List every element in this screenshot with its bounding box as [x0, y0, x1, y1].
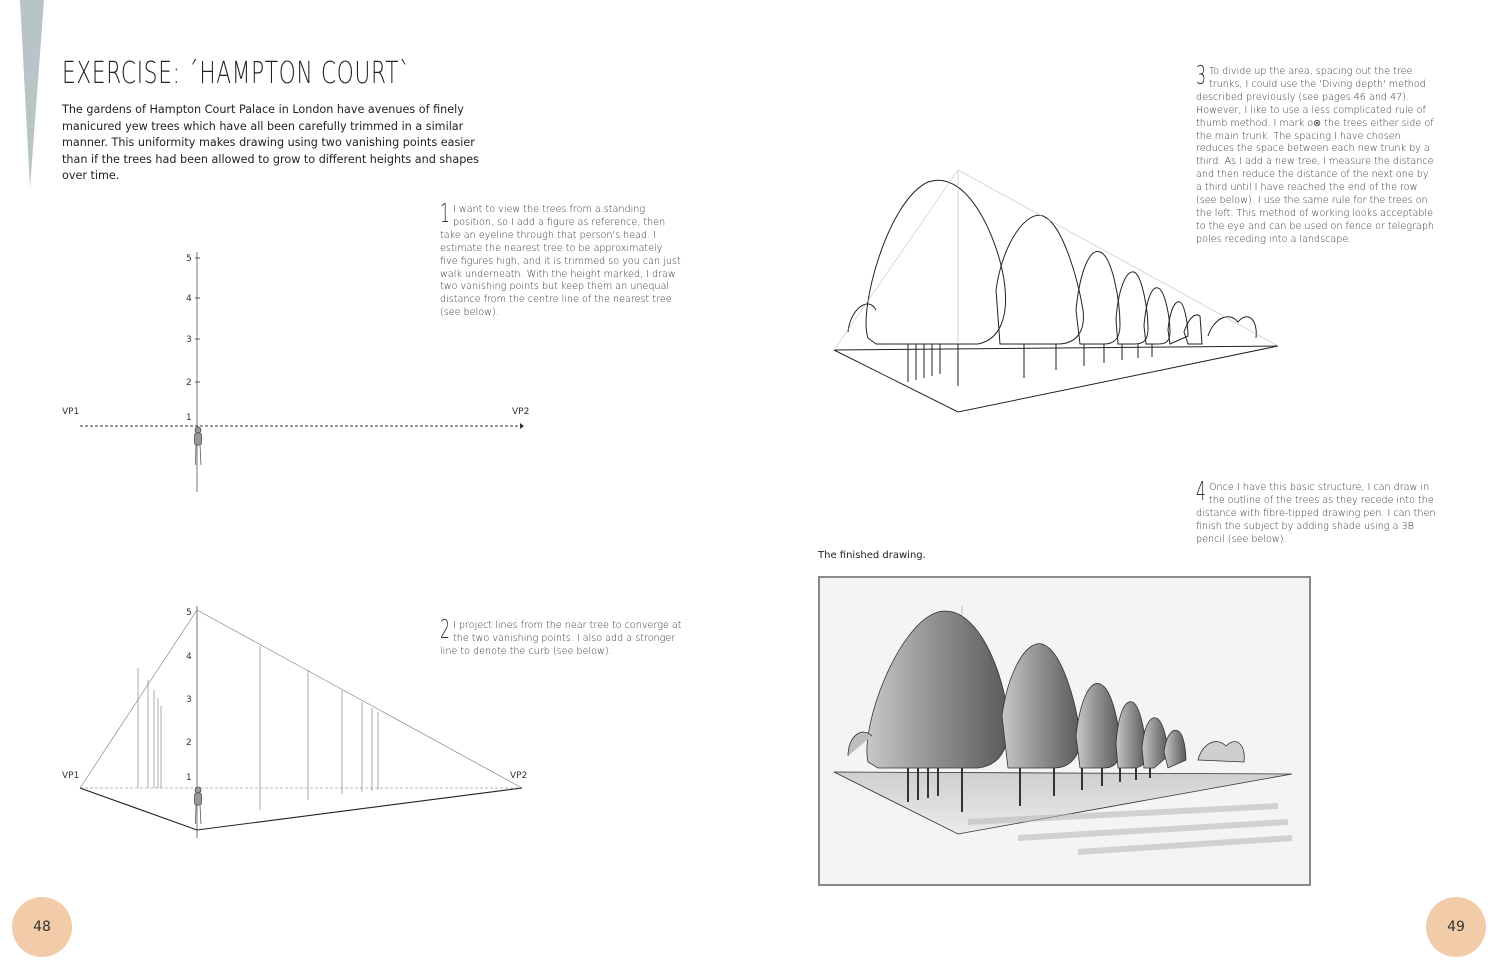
diagram-step-2 — [50, 598, 550, 848]
diagram-step-3 — [828, 160, 1288, 420]
step-number: 4 — [1196, 477, 1206, 507]
diagram-step-1 — [50, 240, 550, 500]
step-text: To divide up the area, spacing out the tree trunks, I could use the 'Diving depth' method described previously (see pages 46 and 47). However, I like to use a less complicated rule of thumb method. I mark o⊗ the trees either side of the main trunk. The spacing I have chosen reduces the space between each new trunk by a third. As I add a new tree, I measure the distance and then reduce the distance of the next one by a third until I have reached the end of the row (see below). I use the same rule for the trees on the left. This method of working looks acceptable to the eye and can be used on fence or telegraph poles receding into a landscape. — [1196, 66, 1434, 245]
figure-icon — [195, 787, 202, 824]
page-number-right: 49 — [1426, 897, 1486, 957]
decorative-side-bar — [18, 0, 46, 190]
step-text: I project lines from the near tree to converge at the two vanishing points. I also add a stronger line to denote the curb (see below). — [440, 620, 682, 657]
page-number-left: 48 — [12, 897, 72, 957]
scale-label-4: 4 — [186, 294, 192, 304]
vp1-label: VP1 — [62, 407, 80, 417]
scale-label-5: 5 — [186, 254, 192, 264]
page-title: EXERCISE: ´HAMPTON COURT` — [62, 56, 411, 91]
step-4 — [1196, 477, 1436, 547]
step-number: 2 — [440, 615, 450, 645]
vp2-label: VP2 — [510, 771, 528, 781]
step-text: Once I have this basic structure, I can draw in the outline of the trees as they recede into the distance with fibre-tipped drawing pen. I can then finish the subject by adding shade using a 3B pencil (see below). — [1196, 482, 1436, 545]
scale-label-3: 3 — [186, 335, 192, 345]
scale-label-1: 1 — [186, 413, 192, 423]
scale-label-2: 2 — [186, 738, 192, 748]
figure-icon — [195, 427, 202, 465]
step-number: 1 — [440, 199, 450, 229]
vp2-label: VP2 — [512, 407, 530, 417]
vp1-label: VP1 — [62, 771, 80, 781]
finished-drawing-image — [818, 576, 1311, 886]
scale-label-3: 3 — [186, 695, 192, 705]
intro-paragraph: The gardens of Hampton Court Palace in London have avenues of finely manicured yew trees which have all been carefully trimmed in a similar manner. This uniformity makes drawing using two vanishing points easier than if the trees had been allowed to grow to different heights and shapes over time. — [62, 103, 480, 182]
step-number: 3 — [1196, 61, 1206, 91]
step-text: I want to view the trees from a standing position, so I add a figure as reference, then take an eyeline through that person's head. I estimate the nearest tree to be approximately five figures high, and it is trimmed so you can just walk underneath. With the height marked, I draw two vanishing points but keep them an unequal distance from the centre line of the nearest tree (see below). — [440, 204, 681, 319]
scale-label-5: 5 — [186, 608, 192, 618]
finished-drawing-caption: The finished drawing. — [818, 550, 926, 561]
scale-label-1: 1 — [186, 773, 192, 783]
scale-label-4: 4 — [186, 652, 192, 662]
scale-label-2: 2 — [186, 378, 192, 388]
